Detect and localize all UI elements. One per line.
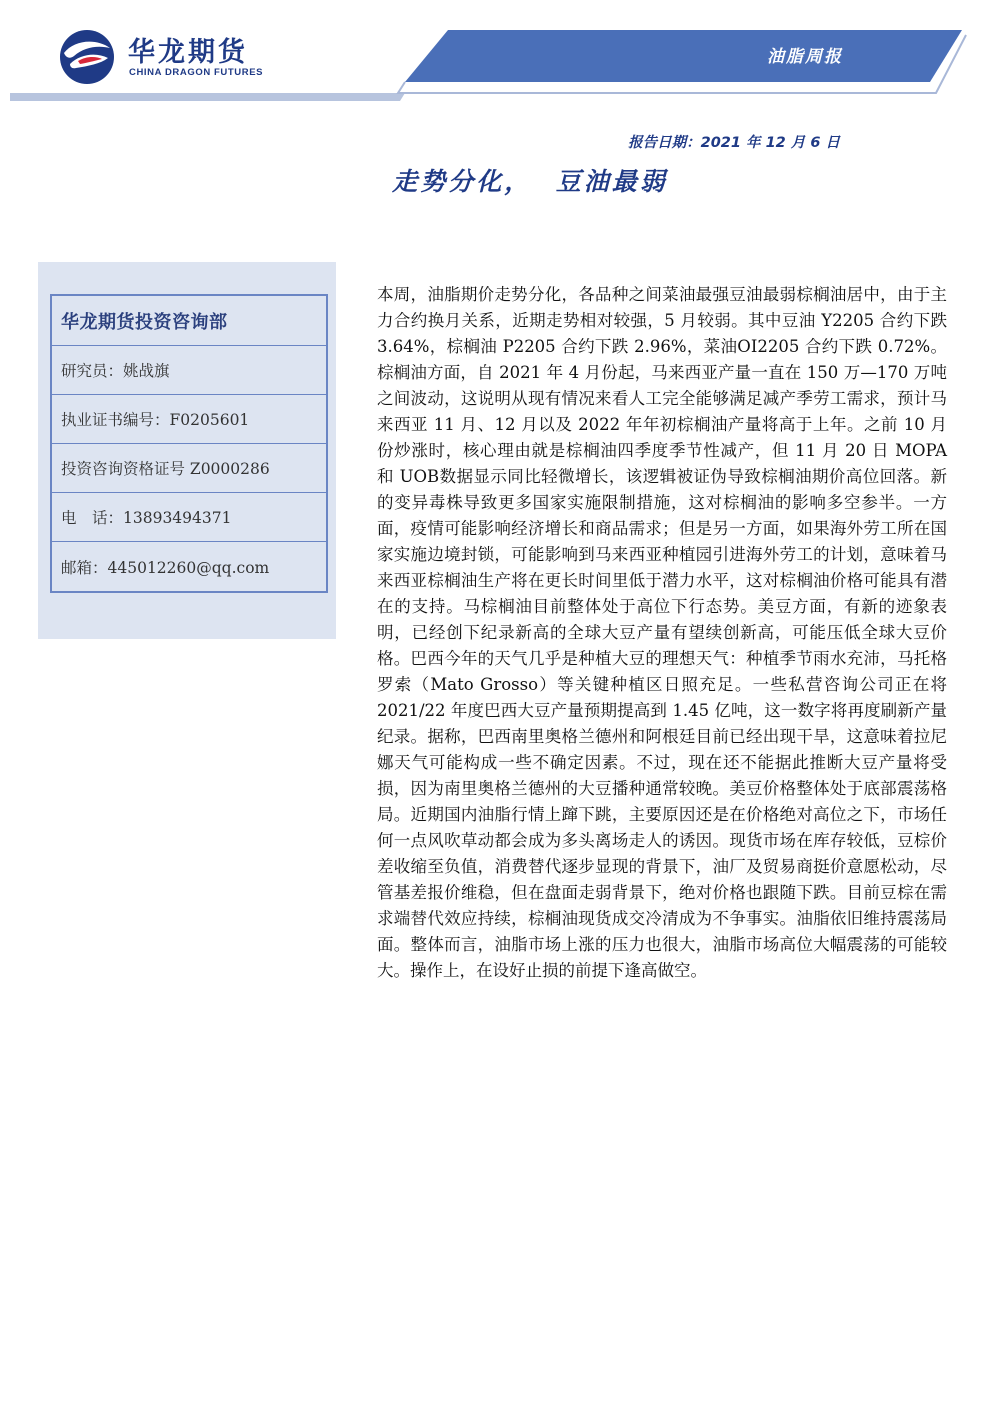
- contact-info-box: [50, 294, 328, 593]
- brand-name-cn: 华龙期货: [128, 37, 248, 68]
- phone-number: 电 话：13893494371: [52, 493, 326, 542]
- department-name: 华龙期货投资咨询部: [52, 296, 326, 346]
- email-address: 邮箱：445012260@qq.com: [61, 558, 270, 577]
- qualification-number: 投资咨询资格证号 Z0000286: [52, 444, 326, 493]
- report-type-label: 油脂周报: [767, 47, 843, 67]
- china-dragon-futures-logo-icon: [58, 28, 116, 86]
- report-body-paragraph: 本周，油脂期价走势分化，各品种之间菜油最强豆油最弱棕榈油居中，由于主力合约换月关系，近期走势相对较强，5 月较弱。其中豆油 Y2205 合约下跌 3.64%，棕榈油 P2205 合约下跌 2.96%，菜油OI2205 合约下跌 0.72%。棕榈油方面，自 2021 年 4 月份起，马来西亚产量一直在 150 万—170 万吨之间波动，这说明从现有情况来看人工完全能够满足减产季劳工需求，预计马来西亚 11 月、12 月以及 2022 年年初棕榈油产量将高于上年。之前 10 月份炒涨时，核心理由就是棕榈油四季度季节性减产，但 11 月 20 日 MOPA 和 UOB数据显示同比轻微增长，该逻辑被证伪导致棕榈油期价高位回落。新的变异毒株导致更多国家实施限制措施，这对棕榈油的影响多空参半。一方面，疫情可能影响经济增长和商品需求；但是另一方面，如果海外劳工所在国家实施边境封锁，可能影响到马来西亚种植园引进海外劳工的计划，意味着马来西亚棕榈油生产将在更长时间里低于潜力水平，这对棕榈油价格可能具有潜在的支持。马棕榈油目前整体处于高位下行态势。美豆方面，有新的迹象表明，已经创下纪录新高的全球大豆产量有望续创新高，可能压低全球大豆价格。巴西今年的天气几乎是种植大豆的理想天气：种植季节雨水充沛，马托格罗索（Mato Grosso）等关键种植区日照充足。一些私营咨询公司正在将 2021/22 年度巴西大豆产量预期提高到 1.45 亿吨，这一数字将再度刷新产量纪录。据称，巴西南里奥格兰德州和阿根廷目前已经出现干旱，这意味着拉尼娜天气可能构成一些不确定因素。不过，现在还不能据此推断大豆产量将受损，因为南里奥格兰德州的大豆播种通常较晚。美豆价格整体处于底部震荡格局。近期国内油脂行情上蹿下跳，主要原因还是在价格绝对高位之下，市场任何一点风吹草动都会成为多头离场走人的诱因。现货市场在库存较低，豆棕价差收缩至负值，消费替代逐步显现的背景下，油厂及贸易商挺价意愿松动，尽管基差报价维稳，但在盘面走弱背景下，绝对价格也跟随下跌。目前豆棕在需求端替代效应持续，棕榈油现货成交冷清成为不争事实。油脂依旧维持震荡局面。整体而言，油脂市场上涨的压力也很大，油脂市场高位大幅震荡的可能较大。操作上，在设好止损的前提下逢高做空。: [377, 285, 947, 980]
- header-base-stripe: [10, 93, 405, 101]
- researcher-name: 研究员：姚战旗: [52, 346, 326, 395]
- report-date: 报告日期：2021 年 12 月 6 日: [628, 135, 840, 151]
- report-title: 走势分化， 豆油最弱: [392, 167, 668, 196]
- brand-name-en: CHINA DRAGON FUTURES: [129, 67, 264, 78]
- sidebar-panel: [38, 262, 336, 639]
- license-number: 执业证书编号：F0205601: [52, 395, 326, 444]
